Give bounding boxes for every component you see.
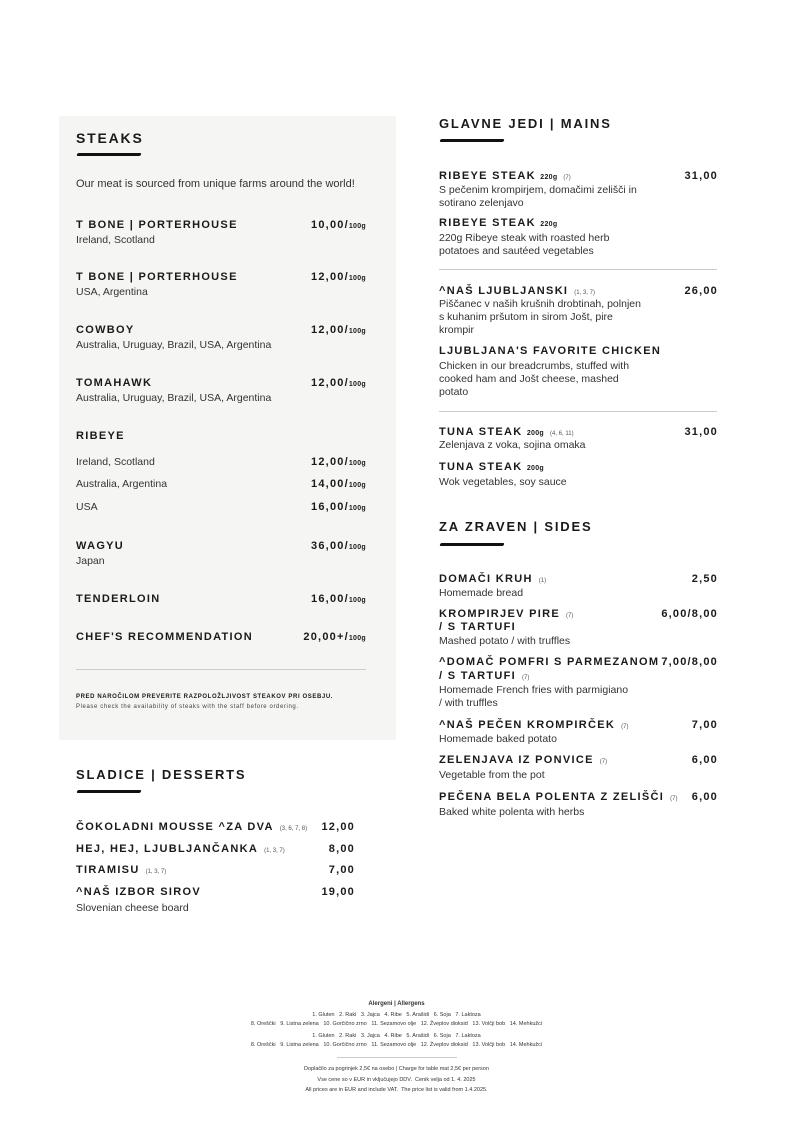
divider (439, 269, 717, 270)
unit: 100g (348, 223, 366, 230)
allergens: (4, 6, 11) (550, 431, 574, 437)
dessert-desc: Slovenian cheese board (76, 902, 189, 914)
steak-origin: Japan (76, 555, 105, 567)
main-desc: sotirano zelenjavo (439, 197, 524, 209)
main-desc-en: cooked ham and Jošt cheese, mashed (439, 373, 619, 385)
price: 36,00/ (311, 540, 349, 552)
steak-price (311, 593, 366, 605)
allergens-line: 1. Gluten 2. Raki 3. Jajca 4. Ribe 5. Arašidi 6. Soja 7. Laktoza (312, 1033, 481, 1039)
name: KROMPIRJEV PIRE (439, 608, 560, 620)
allergens: (7) (522, 675, 530, 681)
dessert-name (76, 864, 166, 876)
steak-origin: USA (76, 501, 98, 513)
steak-origin: Australia, Argentina (76, 478, 168, 490)
steak-price (311, 501, 366, 513)
allergens: (7) (565, 613, 574, 619)
allergens: (7) (670, 796, 678, 802)
name: RIBEYE STEAK (439, 170, 536, 182)
allergens-line: 1. Gluten 2. Raki 3. Jajca 4. Ribe 5. Arašidi 6. Soja 7. Laktoza (312, 1012, 481, 1018)
dessert-name (76, 821, 307, 833)
main-name-en (439, 217, 557, 229)
divider (76, 669, 366, 670)
name: RIBEYE STEAK (439, 217, 536, 229)
allergens: (1) (538, 578, 547, 584)
dessert-price: 19,00 (321, 886, 355, 898)
steaks-panel (59, 116, 396, 740)
steak-price (311, 456, 366, 468)
dessert-price: 12,00 (321, 821, 355, 833)
allergens: (7) (563, 175, 571, 181)
main-name (439, 170, 571, 182)
desserts-title: SLADICE | DESSERTS (76, 767, 247, 782)
main-desc-en: Wok vegetables, soy sauce (439, 476, 567, 488)
main-desc: Piščanec v naših krušnih drobtinah, polnjen (439, 298, 641, 310)
main-name (439, 426, 574, 438)
name: ČOKOLADNI MOUSSE ^ZA DVA (76, 821, 274, 833)
side-desc: Homemade French fries with parmigiano (439, 684, 629, 696)
main-price: 31,00 (684, 426, 718, 438)
unit: 100g (348, 635, 366, 642)
main-desc: Zelenjava z voka, sojina omaka (439, 439, 586, 451)
name: DOMAČI KRUH (439, 573, 533, 585)
price: 14,00/ (311, 478, 349, 490)
main-desc: s kuhanim pršutom in sirom Jošt, pire (439, 311, 613, 323)
unit: 100g (348, 275, 366, 282)
mains-title: GLAVNE JEDI | MAINS (439, 116, 612, 131)
weight: 220g (540, 174, 558, 181)
allergens: (3, 6, 7, 8) (279, 826, 308, 832)
allergens: (1, 3, 7) (145, 869, 167, 875)
dessert-price: 7,00 (328, 864, 355, 876)
name: TIRAMISU (76, 864, 140, 876)
divider (439, 411, 717, 412)
allergens: (7) (621, 724, 629, 730)
table-charge: Doplačilo za pogrinjek 2,5€ na osebo | Charge for table mat 2,5€ per person (304, 1066, 489, 1072)
dessert-name (76, 843, 285, 855)
name: TUNA STEAK (439, 426, 523, 438)
unit: 100g (348, 328, 366, 335)
main-desc-en: Chicken in our breadcrumbs, stuffed with (439, 360, 630, 372)
main-desc: krompir (439, 324, 475, 336)
side-price: 6,00/8,00 (661, 608, 718, 620)
divider (337, 1057, 457, 1058)
side-name (439, 719, 628, 731)
side-price: 6,00 (691, 754, 718, 766)
main-desc-en: 220g Ribeye steak with roasted herb (439, 232, 610, 244)
main-price: 26,00 (684, 285, 718, 297)
side-name-2: / S TARTUFI (439, 621, 517, 633)
unit: 100g (348, 597, 366, 604)
price: 12,00/ (311, 456, 349, 468)
side-name (439, 791, 677, 803)
name: ZELENJAVA IZ PONVICE (439, 754, 594, 766)
side-name-2 (439, 670, 529, 682)
steaks-title: STEAKS (76, 130, 144, 146)
unit: 100g (348, 460, 366, 467)
steak-origin: Australia, Uruguay, Brazil, USA, Argentina (76, 392, 272, 404)
side-desc: Vegetable from the pot (439, 769, 545, 781)
price: 20,00+/ (303, 631, 349, 643)
steak-origin: USA, Argentina (76, 286, 148, 298)
price: 12,00/ (311, 324, 349, 336)
steak-name: RIBEYE (76, 430, 125, 442)
steak-name: WAGYU (76, 540, 125, 552)
vat-en: All prices are in EUR and include VAT. The price list is valid from 1.4.2025. (305, 1087, 488, 1093)
main-name-en (439, 461, 544, 473)
steak-name: TENDERLOIN (76, 593, 161, 605)
weight: 200g (526, 430, 544, 437)
vat-si: Vse cene so v EUR in vključujejo DDV. Cenik velja od 1. 4. 2025 (317, 1077, 476, 1083)
side-name (439, 754, 607, 766)
allergens: (7) (599, 759, 608, 765)
allergens: (1, 3, 7) (264, 848, 285, 854)
main-name-en: LJUBLJANA'S FAVORITE CHICKEN (439, 345, 662, 357)
main-price: 31,00 (684, 170, 718, 182)
allergens-title: Alergeni | Allergens (368, 1001, 425, 1007)
allergens-line: 8. Oreščki 9. Listna zelena 10. Gorčično zrno 11. Sezamovo olje 12. Žveplov dioksid 13. Volčji bob 14. Mehkužci (250, 1042, 543, 1048)
name: PEČENA BELA POLENTA Z ZELIŠČI (439, 791, 665, 803)
side-desc: Homemade baked potato (439, 733, 557, 745)
side-desc: Mashed potato / with truffles (439, 635, 571, 647)
steaks-intro: Our meat is sourced from unique farms around the world! (76, 178, 355, 190)
steak-origin: Australia, Uruguay, Brazil, USA, Argentina (76, 339, 272, 351)
side-name (439, 573, 546, 585)
name: ^NAŠ LJUBLJANSKI (439, 285, 569, 297)
steaks-note-si: PRED NAROČILOM PREVERITE RAZPOLOŽLJIVOST STEAKOV PRI OSEBJU. (76, 694, 334, 700)
brush-divider (76, 153, 141, 156)
side-desc: Baked white polenta with herbs (439, 806, 585, 818)
side-price: 7,00 (691, 719, 718, 731)
steak-price (311, 324, 366, 336)
brush-divider (439, 139, 504, 142)
unit: 100g (348, 505, 366, 512)
steak-price (311, 271, 366, 283)
price: 12,00/ (311, 377, 349, 389)
side-price: 7,00/8,00 (661, 656, 718, 668)
steak-price (311, 377, 366, 389)
steak-name: COWBOY (76, 324, 135, 336)
steaks-note-en: Please check the availability of steaks with the staff before ordering. (76, 704, 299, 710)
brush-divider (76, 790, 141, 793)
weight: 200g (526, 465, 544, 472)
steak-origin: Ireland, Scotland (76, 456, 155, 468)
side-price: 2,50 (691, 573, 718, 585)
allergens-line: 8. Oreščki 9. Listna zelena 10. Gorčično zrno 11. Sezamovo olje 12. Žveplov dioksid 13. Volčji bob 14. Mehkužci (250, 1021, 543, 1027)
name: TUNA STEAK (439, 461, 523, 473)
dessert-price: 8,00 (328, 843, 355, 855)
steak-name: T BONE | PORTERHOUSE (76, 271, 238, 283)
weight: 220g (540, 221, 558, 228)
dessert-name: ^NAŠ IZBOR SIROV (76, 886, 202, 898)
price: 16,00/ (311, 593, 349, 605)
sides-title: ZA ZRAVEN | SIDES (439, 519, 593, 534)
main-name (439, 285, 595, 297)
side-name: ^DOMAČ POMFRI S PARMEZANOM (439, 656, 660, 668)
steak-price (311, 540, 366, 552)
side-desc: Homemade bread (439, 587, 524, 599)
side-price: 6,00 (691, 791, 718, 803)
price: 10,00/ (311, 219, 349, 231)
name: / S TARTUFI (439, 670, 517, 682)
steak-name: CHEF'S RECOMMENDATION (76, 631, 253, 643)
brush-divider (439, 543, 504, 546)
name: ^NAŠ PEČEN KROMPIRČEK (439, 719, 616, 731)
price: 12,00/ (311, 271, 349, 283)
unit: 100g (348, 381, 366, 388)
side-name (439, 608, 573, 620)
steak-name: TOMAHAWK (76, 377, 153, 389)
unit: 100g (348, 482, 366, 489)
main-desc-en: potato (439, 386, 469, 398)
steak-origin: Ireland, Scotland (76, 234, 155, 246)
side-desc: / with truffles (439, 697, 498, 709)
main-desc-en: potatoes and sautéed vegetables (439, 245, 594, 257)
unit: 100g (348, 544, 366, 551)
main-desc: S pečenim krompirjem, domačimi zelišči in (439, 184, 637, 196)
steak-price (311, 219, 366, 231)
allergens: (1, 3, 7) (574, 290, 595, 296)
price: 16,00/ (311, 501, 349, 513)
steak-price (303, 631, 366, 643)
steak-name: T BONE | PORTERHOUSE (76, 219, 238, 231)
steak-price (311, 478, 366, 490)
name: HEJ, HEJ, LJUBLJANČANKA (76, 843, 259, 855)
